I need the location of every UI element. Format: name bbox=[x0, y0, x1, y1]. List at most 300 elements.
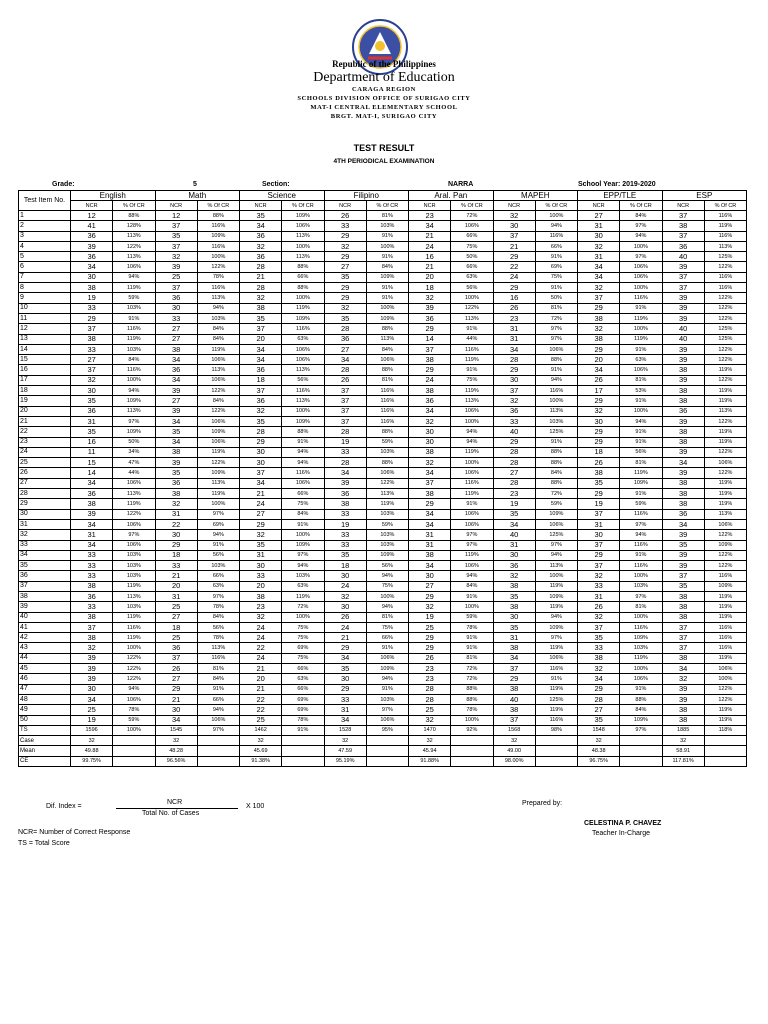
percent-cell: 122% bbox=[113, 241, 155, 251]
table-row bbox=[19, 221, 747, 231]
ncr-cell: 36 bbox=[240, 365, 282, 375]
percent-cell: 72% bbox=[282, 602, 324, 612]
percent-cell: 88% bbox=[366, 427, 408, 437]
item-number: 40 bbox=[19, 612, 71, 622]
percent-cell: 116% bbox=[620, 622, 662, 632]
ncr-cell: 20 bbox=[240, 334, 282, 344]
percent-cell: 81% bbox=[620, 602, 662, 612]
ncr-cell: 30 bbox=[578, 530, 620, 540]
ncr-cell: 45.69 bbox=[240, 746, 282, 756]
percent-cell: 113% bbox=[197, 643, 239, 653]
ncr-cell: 32 bbox=[155, 252, 197, 262]
percent-cell: 122% bbox=[704, 375, 746, 385]
percent-cell: 116% bbox=[620, 509, 662, 519]
percent-cell: 78% bbox=[282, 715, 324, 725]
percent-cell: 119% bbox=[451, 386, 493, 396]
percent-cell: 88% bbox=[113, 211, 155, 221]
percent-cell: 122% bbox=[113, 674, 155, 684]
percent-cell: 103% bbox=[113, 303, 155, 313]
percent-cell: 119% bbox=[451, 550, 493, 560]
percent-cell: 106% bbox=[451, 509, 493, 519]
percent-cell: 106% bbox=[113, 540, 155, 550]
ncr-cell: 37 bbox=[662, 272, 704, 282]
ncr-cell: 37 bbox=[662, 633, 704, 643]
ncr-cell: 29 bbox=[155, 684, 197, 694]
percent-cell: 109% bbox=[704, 581, 746, 591]
ncr-cell: 29 bbox=[324, 293, 366, 303]
subject-header: MAPEH bbox=[493, 191, 578, 201]
ncr-cell: 32 bbox=[324, 591, 366, 601]
percent-cell: 106% bbox=[113, 694, 155, 704]
ncr-cell: 34 bbox=[409, 561, 451, 571]
ncr-cell: 26 bbox=[578, 602, 620, 612]
item-number: 33 bbox=[19, 540, 71, 550]
percent-cell: 103% bbox=[366, 221, 408, 231]
percent-cell: 116% bbox=[451, 478, 493, 488]
ncr-cell: 29 bbox=[493, 252, 535, 262]
ncr-cell: 35 bbox=[155, 231, 197, 241]
percent-cell: 125% bbox=[535, 694, 577, 704]
ncr-cell: 26 bbox=[324, 612, 366, 622]
ncr-cell: 34 bbox=[578, 365, 620, 375]
percent-cell: 116% bbox=[704, 211, 746, 221]
percent-cell: 119% bbox=[704, 478, 746, 488]
ncr-cell: 1596 bbox=[71, 725, 113, 735]
ncr-cell: 32 bbox=[578, 736, 620, 746]
ncr-cell: 32 bbox=[578, 324, 620, 334]
item-number: 24 bbox=[19, 447, 71, 457]
ncr-cell: 29 bbox=[578, 550, 620, 560]
percent-cell: 91% bbox=[451, 591, 493, 601]
ncr-cell: 32 bbox=[240, 612, 282, 622]
percent-cell: 122% bbox=[704, 416, 746, 426]
ncr-cell: 32 bbox=[324, 241, 366, 251]
percent-cell: 116% bbox=[282, 468, 324, 478]
percent-cell: 91% bbox=[620, 437, 662, 447]
table-row bbox=[19, 272, 747, 282]
ncr-cell: 31 bbox=[493, 334, 535, 344]
percent-cell: 84% bbox=[535, 468, 577, 478]
subject-header: Science bbox=[240, 191, 325, 201]
percent-cell: 97% bbox=[620, 221, 662, 231]
ncr-cell: 32 bbox=[240, 406, 282, 416]
ncr-cell: 28 bbox=[409, 684, 451, 694]
percent-cell: 66% bbox=[282, 489, 324, 499]
percent-cell: 97% bbox=[113, 416, 155, 426]
ncr-cell: 35 bbox=[578, 715, 620, 725]
ncr-cell: 18 bbox=[155, 550, 197, 560]
percent-cell: 88% bbox=[535, 447, 577, 457]
item-number: 26 bbox=[19, 468, 71, 478]
percent-column-header: % Of CR bbox=[282, 201, 324, 211]
percent-cell: 116% bbox=[704, 571, 746, 581]
ncr-cell: 38 bbox=[662, 437, 704, 447]
percent-cell: 56% bbox=[282, 375, 324, 385]
item-number: 36 bbox=[19, 571, 71, 581]
percent-cell: 75% bbox=[535, 272, 577, 282]
ncr-cell: 38 bbox=[71, 283, 113, 293]
summary-label: Case bbox=[19, 736, 71, 746]
table-row bbox=[19, 396, 747, 406]
ncr-cell: 21 bbox=[409, 231, 451, 241]
table-row bbox=[19, 324, 747, 334]
ncr-cell: 30 bbox=[493, 375, 535, 385]
percent-cell: 106% bbox=[620, 262, 662, 272]
table-row bbox=[19, 694, 747, 704]
item-number: 47 bbox=[19, 684, 71, 694]
section-value: NARRA bbox=[448, 181, 474, 188]
ncr-cell: 34 bbox=[71, 262, 113, 272]
subject-header-row bbox=[19, 191, 747, 201]
ncr-cell: 26 bbox=[409, 653, 451, 663]
ncr-column-header: NCR bbox=[409, 201, 451, 211]
ncr-cell: 32 bbox=[71, 643, 113, 653]
percent-cell: 75% bbox=[451, 375, 493, 385]
percent-cell: 106% bbox=[451, 406, 493, 416]
percent-cell: 122% bbox=[704, 313, 746, 323]
percent-cell: 75% bbox=[282, 633, 324, 643]
percent-cell: 116% bbox=[113, 324, 155, 334]
ncr-cell: 39 bbox=[409, 303, 451, 313]
percent-cell: 119% bbox=[704, 715, 746, 725]
subheader-row bbox=[19, 201, 747, 211]
ncr-cell: 36 bbox=[240, 231, 282, 241]
percent-cell: 116% bbox=[197, 241, 239, 251]
percent-cell: 69% bbox=[535, 262, 577, 272]
ncr-cell: 16 bbox=[71, 437, 113, 447]
ncr-cell: 36 bbox=[493, 406, 535, 416]
percent-cell: 122% bbox=[197, 262, 239, 272]
ncr-cell: 38 bbox=[493, 643, 535, 653]
table-row bbox=[19, 313, 747, 323]
ncr-cell: 38 bbox=[155, 344, 197, 354]
percent-cell: 78% bbox=[451, 622, 493, 632]
percent-cell: 91% bbox=[366, 293, 408, 303]
ncr-cell: 40 bbox=[662, 324, 704, 334]
item-number: 44 bbox=[19, 653, 71, 663]
percent-cell: 122% bbox=[451, 303, 493, 313]
percent-cell: 106% bbox=[113, 478, 155, 488]
ncr-cell: 38 bbox=[662, 612, 704, 622]
table-row bbox=[19, 344, 747, 354]
percent-column-header: % Of CR bbox=[620, 201, 662, 211]
percent-cell: 91% bbox=[366, 283, 408, 293]
ncr-cell: 31 bbox=[578, 591, 620, 601]
percent-cell: 75% bbox=[451, 241, 493, 251]
percent-cell: 91% bbox=[451, 365, 493, 375]
percent-cell: 94% bbox=[282, 447, 324, 457]
percent-cell: 75% bbox=[366, 622, 408, 632]
percent-cell: 109% bbox=[366, 313, 408, 323]
item-number: 14 bbox=[19, 344, 71, 354]
percent-cell: 122% bbox=[197, 406, 239, 416]
item-number: 12 bbox=[19, 324, 71, 334]
percent-cell: 109% bbox=[366, 664, 408, 674]
ncr-cell: 32 bbox=[240, 530, 282, 540]
ncr-cell: 38 bbox=[662, 396, 704, 406]
percent-cell: 63% bbox=[197, 581, 239, 591]
item-number: 42 bbox=[19, 633, 71, 643]
ncr-cell: 32 bbox=[578, 571, 620, 581]
percent-cell: 113% bbox=[282, 365, 324, 375]
ncr-cell: 31 bbox=[240, 550, 282, 560]
ncr-cell: 36 bbox=[324, 334, 366, 344]
item-number: 48 bbox=[19, 694, 71, 704]
ncr-cell: 38 bbox=[662, 715, 704, 725]
item-number: 8 bbox=[19, 283, 71, 293]
percent-cell: 63% bbox=[282, 334, 324, 344]
table-row bbox=[19, 252, 747, 262]
table-row bbox=[19, 612, 747, 622]
percent-cell: 122% bbox=[704, 262, 746, 272]
ncr-column-header: NCR bbox=[578, 201, 620, 211]
percent-cell: 119% bbox=[704, 612, 746, 622]
percent-cell: 119% bbox=[113, 581, 155, 591]
percent-cell: 78% bbox=[197, 272, 239, 282]
percent-cell: 100% bbox=[620, 241, 662, 251]
ncr-cell: 34 bbox=[71, 694, 113, 704]
percent-cell: 113% bbox=[113, 231, 155, 241]
ncr-cell: 26 bbox=[155, 664, 197, 674]
percent-cell: 59% bbox=[366, 519, 408, 529]
ncr-cell: 30 bbox=[578, 416, 620, 426]
ncr-cell: 27 bbox=[578, 705, 620, 715]
ncr-cell: 35 bbox=[578, 633, 620, 643]
ncr-cell: 35 bbox=[71, 427, 113, 437]
ncr-cell: 33 bbox=[324, 509, 366, 519]
ncr-cell: 37 bbox=[662, 211, 704, 221]
ncr-cell: 39 bbox=[662, 416, 704, 426]
ncr-cell: 37 bbox=[578, 622, 620, 632]
ncr-cell: 31 bbox=[155, 591, 197, 601]
percent-cell: 66% bbox=[451, 262, 493, 272]
percent-cell: 94% bbox=[620, 231, 662, 241]
percent-cell: 75% bbox=[282, 499, 324, 509]
percent-cell: 116% bbox=[366, 406, 408, 416]
ncr-cell: 32 bbox=[409, 602, 451, 612]
percent-cell: 119% bbox=[704, 427, 746, 437]
percent-cell: 106% bbox=[197, 416, 239, 426]
ncr-cell: 23 bbox=[409, 674, 451, 684]
ncr-cell: 20 bbox=[240, 674, 282, 684]
ncr-cell: 1885 bbox=[662, 725, 704, 735]
percent-cell: 100% bbox=[282, 241, 324, 251]
percent-cell: 63% bbox=[282, 581, 324, 591]
item-number: 38 bbox=[19, 591, 71, 601]
percent-cell: 113% bbox=[282, 231, 324, 241]
ncr-cell: 48.38 bbox=[578, 746, 620, 756]
percent-cell: 113% bbox=[704, 241, 746, 251]
ncr-cell: 96.56% bbox=[155, 756, 197, 766]
percent-cell: 122% bbox=[197, 386, 239, 396]
ncr-cell: 38 bbox=[662, 427, 704, 437]
percent-cell: 106% bbox=[366, 468, 408, 478]
percent-cell: 122% bbox=[704, 530, 746, 540]
percent-cell: 94% bbox=[620, 416, 662, 426]
ncr-cell: 23 bbox=[240, 602, 282, 612]
formula-denominator: Total No. of Cases bbox=[142, 810, 200, 817]
ncr-cell: 29 bbox=[493, 283, 535, 293]
table-row bbox=[19, 365, 747, 375]
percent-cell: 91% bbox=[197, 684, 239, 694]
ncr-cell: 35 bbox=[71, 396, 113, 406]
ncr-cell: 48.28 bbox=[155, 746, 197, 756]
ncr-cell: 26 bbox=[324, 375, 366, 385]
percent-cell bbox=[451, 736, 493, 746]
ncr-cell: 27 bbox=[409, 581, 451, 591]
percent-cell: 91% bbox=[620, 344, 662, 354]
ncr-cell: 34 bbox=[409, 468, 451, 478]
ncr-cell: 38 bbox=[662, 221, 704, 231]
percent-cell: 113% bbox=[282, 252, 324, 262]
item-number: 45 bbox=[19, 664, 71, 674]
exam-title: 4TH PERIODICAL EXAMINATION bbox=[333, 158, 435, 165]
percent-cell: 103% bbox=[366, 509, 408, 519]
percent-cell: 94% bbox=[535, 612, 577, 622]
section-label: Section: bbox=[262, 181, 290, 188]
table-body bbox=[19, 211, 747, 767]
ncr-cell: 21 bbox=[409, 262, 451, 272]
ncr-cell: 31 bbox=[155, 509, 197, 519]
formula-times: X 100 bbox=[246, 803, 265, 810]
ncr-cell: 38 bbox=[409, 386, 451, 396]
ncr-cell: 28 bbox=[493, 478, 535, 488]
percent-cell: 91% bbox=[451, 499, 493, 509]
ncr-cell: 28 bbox=[240, 427, 282, 437]
percent-cell: 56% bbox=[620, 447, 662, 457]
ncr-cell: 17 bbox=[578, 386, 620, 396]
ncr-cell: 36 bbox=[155, 478, 197, 488]
percent-cell: 103% bbox=[113, 571, 155, 581]
percent-cell: 97% bbox=[197, 725, 239, 735]
percent-cell: 119% bbox=[704, 499, 746, 509]
table-row bbox=[19, 684, 747, 694]
percent-cell: 119% bbox=[535, 684, 577, 694]
percent-cell: 59% bbox=[366, 437, 408, 447]
percent-cell: 119% bbox=[620, 653, 662, 663]
percent-cell: 106% bbox=[451, 221, 493, 231]
ncr-cell: 25 bbox=[409, 705, 451, 715]
percent-cell: 119% bbox=[704, 591, 746, 601]
ncr-cell: 39 bbox=[662, 262, 704, 272]
ncr-cell: 29 bbox=[493, 674, 535, 684]
item-number: 17 bbox=[19, 375, 71, 385]
percent-cell: 66% bbox=[451, 231, 493, 241]
ncr-cell: 40 bbox=[662, 334, 704, 344]
percent-cell: 119% bbox=[113, 334, 155, 344]
percent-cell: 88% bbox=[197, 211, 239, 221]
percent-cell bbox=[282, 756, 324, 766]
ncr-cell: 38 bbox=[578, 653, 620, 663]
ncr-cell: 30 bbox=[409, 427, 451, 437]
ncr-cell: 30 bbox=[71, 386, 113, 396]
table-row bbox=[19, 530, 747, 540]
percent-cell: 116% bbox=[282, 386, 324, 396]
formula-numerator: NCR bbox=[167, 799, 183, 806]
percent-cell: 103% bbox=[197, 313, 239, 323]
ncr-cell: 38 bbox=[662, 499, 704, 509]
summary-label: CE bbox=[19, 756, 71, 766]
ncr-cell: 33 bbox=[155, 313, 197, 323]
ncr-cell: 37 bbox=[240, 468, 282, 478]
percent-cell: 122% bbox=[704, 447, 746, 457]
ncr-cell: 30 bbox=[409, 571, 451, 581]
ncr-cell: 37 bbox=[578, 561, 620, 571]
ncr-cell: 20 bbox=[578, 355, 620, 365]
percent-cell: 100% bbox=[704, 674, 746, 684]
percent-cell bbox=[535, 736, 577, 746]
ncr-cell: 39 bbox=[662, 375, 704, 385]
ncr-cell: 32 bbox=[578, 664, 620, 674]
percent-cell bbox=[197, 756, 239, 766]
ncr-cell: 34 bbox=[578, 674, 620, 684]
ncr-cell: 39 bbox=[662, 561, 704, 571]
percent-cell: 119% bbox=[620, 313, 662, 323]
item-number: 9 bbox=[19, 293, 71, 303]
ncr-cell: 37 bbox=[662, 231, 704, 241]
percent-cell: 119% bbox=[704, 221, 746, 231]
percent-cell: 100% bbox=[620, 571, 662, 581]
percent-cell: 113% bbox=[535, 561, 577, 571]
percent-cell: 122% bbox=[113, 653, 155, 663]
ncr-cell: 39 bbox=[155, 406, 197, 416]
item-number: 3 bbox=[19, 231, 71, 241]
percent-cell: 119% bbox=[704, 386, 746, 396]
ncr-cell: 30 bbox=[71, 272, 113, 282]
percent-cell: 106% bbox=[197, 715, 239, 725]
table-row bbox=[19, 478, 747, 488]
percent-cell: 97% bbox=[366, 705, 408, 715]
percent-cell: 113% bbox=[197, 293, 239, 303]
percent-cell: 106% bbox=[704, 519, 746, 529]
percent-cell bbox=[451, 756, 493, 766]
percent-cell: 119% bbox=[197, 344, 239, 354]
summary-row bbox=[19, 736, 747, 746]
percent-cell: 113% bbox=[113, 406, 155, 416]
ncr-cell: 37 bbox=[493, 386, 535, 396]
percent-cell: 106% bbox=[366, 355, 408, 365]
item-number: 13 bbox=[19, 334, 71, 344]
percent-cell: 91% bbox=[282, 437, 324, 447]
table-row bbox=[19, 241, 747, 251]
ncr-cell: 12 bbox=[71, 211, 113, 221]
ncr-cell: 30 bbox=[240, 458, 282, 468]
ncr-cell: 38 bbox=[493, 581, 535, 591]
percent-cell: 119% bbox=[197, 447, 239, 457]
school-year: School Year: 2019-2020 bbox=[578, 181, 656, 188]
percent-cell bbox=[366, 746, 408, 756]
ncr-column-header: NCR bbox=[662, 201, 704, 211]
percent-cell bbox=[113, 736, 155, 746]
item-number: 46 bbox=[19, 674, 71, 684]
ncr-cell: 34 bbox=[493, 344, 535, 354]
table-row bbox=[19, 643, 747, 653]
item-number: 39 bbox=[19, 602, 71, 612]
ncr-cell: 33 bbox=[71, 571, 113, 581]
item-number: 41 bbox=[19, 622, 71, 632]
percent-cell: 88% bbox=[282, 427, 324, 437]
item-number: 11 bbox=[19, 313, 71, 323]
item-number: 23 bbox=[19, 437, 71, 447]
percent-cell bbox=[113, 756, 155, 766]
ncr-cell: 31 bbox=[493, 324, 535, 334]
percent-cell: 109% bbox=[366, 272, 408, 282]
ncr-cell: 32 bbox=[240, 736, 282, 746]
table-row bbox=[19, 468, 747, 478]
item-number: 27 bbox=[19, 478, 71, 488]
percent-column-header: % Of CR bbox=[197, 201, 239, 211]
percent-cell: 109% bbox=[535, 509, 577, 519]
